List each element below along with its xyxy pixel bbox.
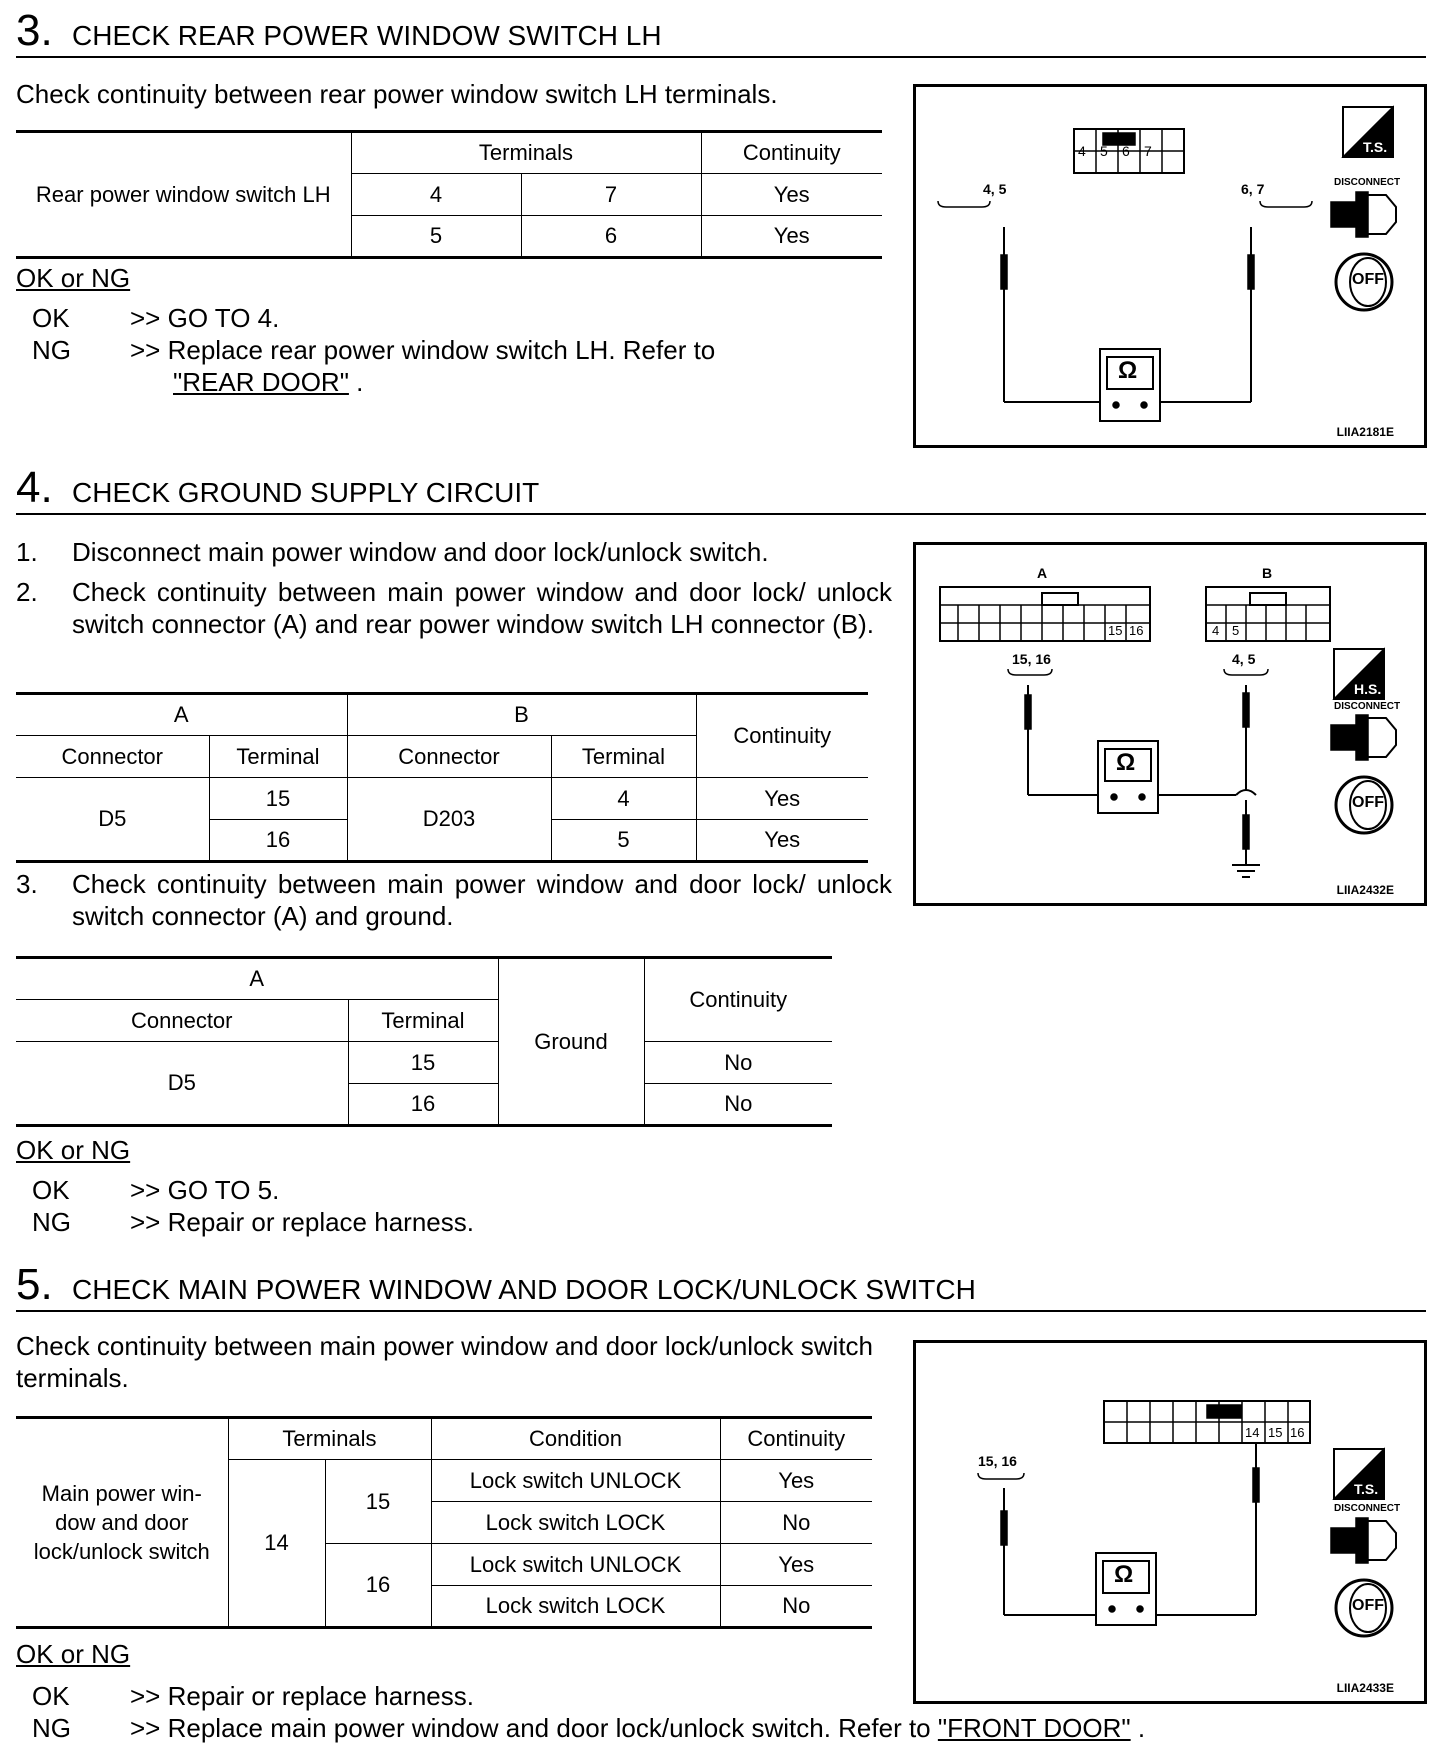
col-header-continuity: Continuity bbox=[720, 1418, 872, 1460]
section-3-header bbox=[16, 6, 1426, 58]
ts-icon: T.S. bbox=[1363, 139, 1388, 155]
table-row-label: Rear power window switch LH bbox=[16, 132, 351, 258]
table-cell: No bbox=[644, 1084, 832, 1126]
table-cell: 16 bbox=[348, 1084, 498, 1126]
section-3-intro: Check continuity between rear power window switch LH terminals. bbox=[16, 79, 778, 109]
ok-result: >> GO TO 5. bbox=[130, 1175, 280, 1205]
table-cell: Lock switch LOCK bbox=[431, 1586, 720, 1628]
connector-b-label: B bbox=[1262, 565, 1273, 581]
table-cell: No bbox=[720, 1502, 872, 1544]
ohm-meter-icon: Ω bbox=[1116, 749, 1136, 776]
col-header-terminal: Terminal bbox=[551, 736, 696, 778]
table-cell: 14 bbox=[228, 1460, 325, 1628]
ok-label: OK bbox=[32, 1681, 70, 1711]
table-cell: No bbox=[720, 1586, 872, 1628]
probe-label-left: 4, 5 bbox=[983, 181, 1007, 197]
hs-icon: H.S. bbox=[1354, 681, 1382, 697]
table-row-label: Main power win- dow and door lock/unlock switch bbox=[16, 1418, 228, 1628]
connector-cell: 15 bbox=[1108, 623, 1123, 638]
ng-result: >> Repair or replace harness. bbox=[130, 1207, 474, 1237]
figure-id: LIIA2432E bbox=[1336, 883, 1394, 897]
section-5-intro: Check continuity between main power window and door lock/unlock switch terminals. bbox=[16, 1331, 873, 1393]
figure-diagram bbox=[916, 545, 1424, 903]
connector-a-label: A bbox=[1037, 565, 1048, 581]
table-cell: 4 bbox=[351, 174, 521, 216]
table-cell: Lock switch LOCK bbox=[431, 1502, 720, 1544]
probe-label-right: 6, 7 bbox=[1241, 181, 1265, 197]
col-header-terminal: Terminal bbox=[348, 1000, 498, 1042]
ng-label: NG bbox=[32, 1713, 71, 1743]
probe-label-left: 15, 16 bbox=[1012, 651, 1051, 667]
table-cell: 6 bbox=[521, 216, 701, 258]
col-header-connector: Connector bbox=[347, 736, 551, 778]
col-header-connector: Connector bbox=[16, 736, 209, 778]
front-door-link[interactable]: "FRONT DOOR" bbox=[937, 1713, 1131, 1743]
figure-ground-circuit-check bbox=[913, 542, 1427, 906]
ok-result: >> GO TO 4. bbox=[130, 303, 280, 333]
ng-result: >> Replace rear power window switch LH. Refer to bbox=[130, 335, 716, 365]
ok-or-ng-heading: OK or NG bbox=[16, 263, 131, 293]
connector-cell: 16 bbox=[1129, 623, 1144, 638]
connector-cell: 5 bbox=[1100, 143, 1108, 159]
section-title: CHECK REAR POWER WINDOW SWITCH LH bbox=[72, 20, 662, 51]
figure-main-switch-check bbox=[913, 1340, 1427, 1704]
table-cell: 4 bbox=[551, 778, 696, 820]
connector-cell: 14 bbox=[1245, 1425, 1260, 1440]
ok-result: >> Repair or replace harness. bbox=[130, 1681, 474, 1711]
section-4-table-2 bbox=[16, 956, 832, 1127]
disconnect-icon: DISCONNECT bbox=[1334, 701, 1401, 712]
figure-id: LIIA2433E bbox=[1336, 1681, 1394, 1695]
table-cell: 15 bbox=[348, 1042, 498, 1084]
table-cell: D5 bbox=[16, 778, 209, 862]
table-cell: D203 bbox=[347, 778, 551, 862]
ng-result: >> Replace main power window and door lock/unlock switch. Refer to bbox=[130, 1713, 931, 1743]
step-text: Disconnect main power window and door lock/unlock switch. bbox=[72, 537, 769, 567]
section-title: CHECK MAIN POWER WINDOW AND DOOR LOCK/UNLOCK SWITCH bbox=[72, 1274, 976, 1305]
ok-label: OK bbox=[32, 1175, 70, 1205]
table-cell: 16 bbox=[325, 1544, 431, 1628]
connector-cell: 16 bbox=[1290, 1425, 1305, 1440]
table-cell: 5 bbox=[351, 216, 521, 258]
probe-label-left: 15, 16 bbox=[978, 1453, 1017, 1469]
section-5-table bbox=[16, 1416, 872, 1629]
section-number: 3. bbox=[16, 6, 53, 55]
col-header-a: A bbox=[16, 694, 347, 736]
step-text: Check continuity between main power window and door lock/ unlock switch connector (A) and ground. bbox=[72, 869, 892, 931]
table-cell: Yes bbox=[720, 1544, 872, 1586]
table-cell: 5 bbox=[551, 820, 696, 862]
col-header-continuity: Continuity bbox=[696, 694, 868, 778]
ohm-meter-icon: Ω bbox=[1118, 357, 1138, 384]
table-cell: 16 bbox=[209, 820, 347, 862]
table-cell: Yes bbox=[720, 1460, 872, 1502]
figure-rear-switch-check bbox=[913, 84, 1427, 448]
ng-end: . bbox=[356, 367, 364, 397]
table-cell: Yes bbox=[701, 174, 882, 216]
ok-or-ng-heading: OK or NG bbox=[16, 1135, 131, 1165]
col-header-a: A bbox=[16, 958, 498, 1000]
table-cell: 15 bbox=[325, 1460, 431, 1544]
figure-diagram bbox=[916, 1343, 1424, 1701]
table-cell: Lock switch UNLOCK bbox=[431, 1460, 720, 1502]
section-4-header bbox=[16, 463, 1426, 515]
figure-diagram bbox=[916, 87, 1424, 445]
connector-cell: 5 bbox=[1232, 623, 1240, 638]
figure-id: LIIA2181E bbox=[1336, 425, 1394, 439]
ignition-off-icon: OFF bbox=[1352, 794, 1384, 811]
table-cell: No bbox=[644, 1042, 832, 1084]
ng-end: . bbox=[1137, 1713, 1146, 1743]
section-3-table bbox=[16, 130, 882, 259]
section-title: CHECK GROUND SUPPLY CIRCUIT bbox=[72, 477, 540, 508]
step-number: 2. bbox=[16, 577, 38, 607]
table-cell: 7 bbox=[521, 174, 701, 216]
section-number: 4. bbox=[16, 463, 53, 512]
ignition-off-icon: OFF bbox=[1352, 271, 1384, 288]
table-cell: Yes bbox=[696, 778, 868, 820]
connector-cell: 4 bbox=[1212, 623, 1220, 638]
ok-or-ng-heading: OK or NG bbox=[16, 1639, 131, 1669]
section-5-header bbox=[16, 1260, 1426, 1312]
col-header-ground: Ground bbox=[498, 958, 644, 1126]
table-cell: Yes bbox=[701, 216, 882, 258]
table-cell: D5 bbox=[16, 1042, 348, 1126]
ok-label: OK bbox=[32, 303, 70, 333]
col-header-connector: Connector bbox=[16, 1000, 348, 1042]
ignition-off-icon: OFF bbox=[1352, 1597, 1384, 1614]
col-header-continuity: Continuity bbox=[644, 958, 832, 1042]
connector-cell: 15 bbox=[1268, 1425, 1283, 1440]
disconnect-icon: DISCONNECT bbox=[1334, 1503, 1401, 1514]
col-header-terminals: Terminals bbox=[351, 132, 701, 174]
table-cell: Lock switch UNLOCK bbox=[431, 1544, 720, 1586]
probe-label-right: 4, 5 bbox=[1232, 651, 1256, 667]
ts-icon: T.S. bbox=[1354, 1481, 1379, 1497]
ng-label: NG bbox=[32, 1207, 71, 1237]
section-number: 5. bbox=[16, 1260, 53, 1309]
rear-door-link[interactable]: "REAR DOOR" bbox=[173, 367, 349, 397]
ng-label: NG bbox=[32, 335, 71, 365]
connector-cell: 6 bbox=[1122, 143, 1130, 159]
table-cell: Yes bbox=[696, 820, 868, 862]
col-header-condition: Condition bbox=[431, 1418, 720, 1460]
section-4-table-1 bbox=[16, 692, 868, 863]
connector-cell: 4 bbox=[1078, 143, 1086, 159]
col-header-terminals: Terminals bbox=[228, 1418, 431, 1460]
col-header-terminal: Terminal bbox=[209, 736, 347, 778]
col-header-b: B bbox=[347, 694, 696, 736]
connector-cell: 7 bbox=[1144, 143, 1152, 159]
col-header-continuity: Continuity bbox=[701, 132, 882, 174]
ohm-meter-icon: Ω bbox=[1114, 1561, 1134, 1588]
table-cell: 15 bbox=[209, 778, 347, 820]
disconnect-icon: DISCONNECT bbox=[1334, 177, 1401, 188]
step-text: Check continuity between main power window and door lock/ unlock switch connector (A) and rear power window switch LH connector (B). bbox=[72, 577, 892, 639]
step-number: 3. bbox=[16, 869, 38, 899]
step-number: 1. bbox=[16, 537, 38, 567]
